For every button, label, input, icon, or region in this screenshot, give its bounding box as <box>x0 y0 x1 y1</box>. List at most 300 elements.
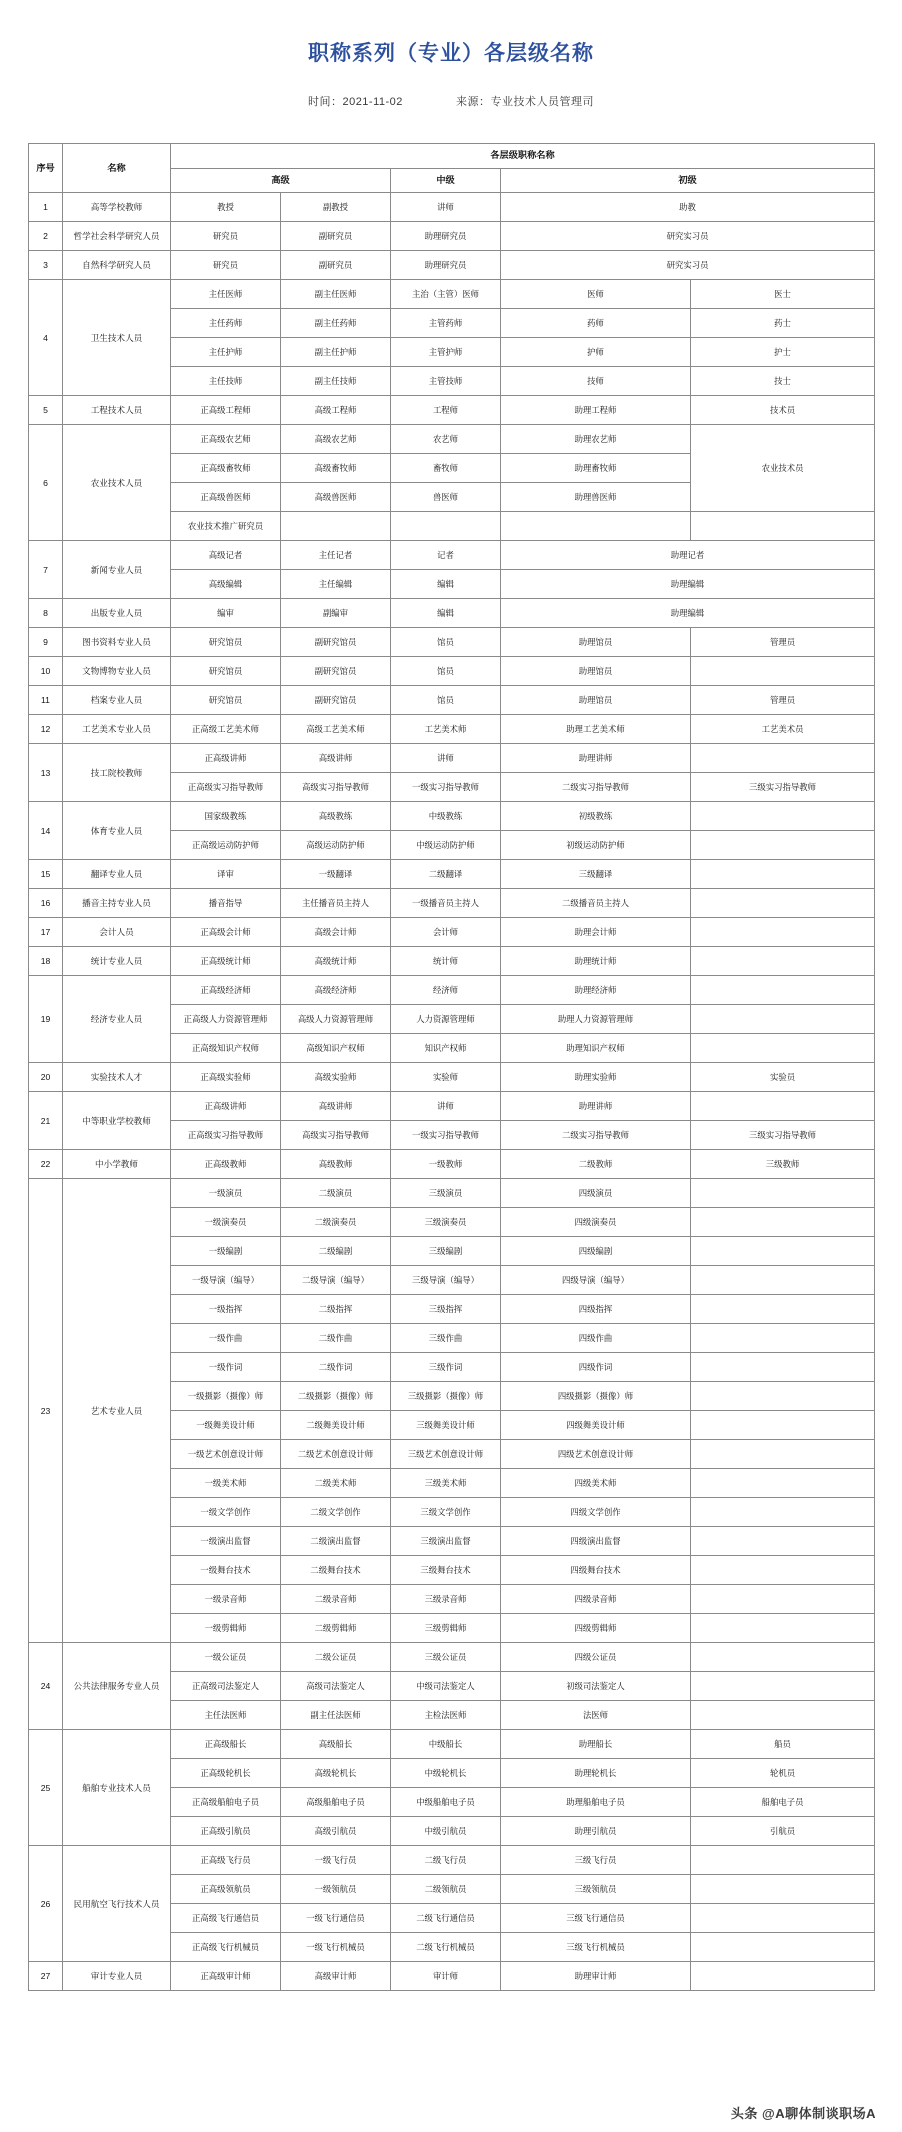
senior-b-cell: 主任播音员主持人 <box>281 889 391 918</box>
junior-a-cell: 初级运动防护师 <box>501 831 691 860</box>
senior-a-cell: 研究馆员 <box>171 628 281 657</box>
senior-b-cell: 二级编剧 <box>281 1237 391 1266</box>
senior-a-cell: 正高级实习指导教师 <box>171 1121 281 1150</box>
junior-b-cell <box>691 918 875 947</box>
senior-b-cell: 高级运动防护师 <box>281 831 391 860</box>
senior-b-cell: 高级统计师 <box>281 947 391 976</box>
table-row <box>29 918 875 947</box>
senior-b-cell: 高级司法鉴定人 <box>281 1672 391 1701</box>
senior-b-cell: 二级指挥 <box>281 1295 391 1324</box>
row-index-cell: 24 <box>29 1643 63 1730</box>
table-row <box>29 802 875 831</box>
senior-b-cell: 高级经济师 <box>281 976 391 1005</box>
senior-a-cell: 研究员 <box>171 251 281 280</box>
junior-b-cell <box>691 1643 875 1672</box>
middle-cell: 编辑 <box>391 599 501 628</box>
middle-cell: 经济师 <box>391 976 501 1005</box>
senior-a-cell: 正高级兽医师 <box>171 483 281 512</box>
watermark: 头条 @A聊体制谈职场A <box>730 2106 876 2122</box>
junior-b-cell <box>691 1208 875 1237</box>
junior-a-cell: 四级指挥 <box>501 1295 691 1324</box>
junior-a-cell: 三级飞行通信员 <box>501 1904 691 1933</box>
senior-a-cell: 播音指导 <box>171 889 281 918</box>
senior-b-cell: 二级作曲 <box>281 1324 391 1353</box>
middle-cell: 记者 <box>391 541 501 570</box>
series-name-cell: 工艺美术专业人员 <box>63 715 171 744</box>
junior-b-cell: 药士 <box>691 309 875 338</box>
junior-b-cell <box>691 1092 875 1121</box>
row-index-cell: 23 <box>29 1179 63 1643</box>
middle-cell: 中级船舶电子员 <box>391 1788 501 1817</box>
middle-cell: 三级作曲 <box>391 1324 501 1353</box>
junior-b-cell <box>691 1556 875 1585</box>
table-row <box>29 1063 875 1092</box>
junior-b-cell <box>691 1295 875 1324</box>
senior-b-cell: 二级艺术创意设计师 <box>281 1440 391 1469</box>
junior-b-cell: 护士 <box>691 338 875 367</box>
senior-b-cell: 副研究员 <box>281 222 391 251</box>
page-title: 职称系列（专业）各层级名称 <box>308 42 594 66</box>
junior-b-cell <box>691 1440 875 1469</box>
junior-b-cell <box>691 1266 875 1295</box>
middle-cell: 二级飞行员 <box>391 1846 501 1875</box>
senior-a-cell: 主任药师 <box>171 309 281 338</box>
junior-b-cell: 船舶电子员 <box>691 1788 875 1817</box>
middle-cell: 主检法医师 <box>391 1701 501 1730</box>
row-index-cell: 17 <box>29 918 63 947</box>
senior-b-cell: 高级实验师 <box>281 1063 391 1092</box>
senior-b-cell: 高级引航员 <box>281 1817 391 1846</box>
senior-b-cell: 主任编辑 <box>281 570 391 599</box>
series-name-cell: 公共法律服务专业人员 <box>63 1643 171 1730</box>
publish-source: 来源：专业技术人员管理司 <box>456 96 595 109</box>
middle-cell: 实验师 <box>391 1063 501 1092</box>
row-index-cell: 4 <box>29 280 63 396</box>
table-row <box>29 947 875 976</box>
senior-b-cell: 高级船舶电子员 <box>281 1788 391 1817</box>
col-header-name: 名称 <box>63 144 171 193</box>
junior-b-cell <box>691 1469 875 1498</box>
row-index-cell: 11 <box>29 686 63 715</box>
middle-cell: 主管药师 <box>391 309 501 338</box>
junior-b-cell: 船员 <box>691 1730 875 1759</box>
junior-a-cell: 初级司法鉴定人 <box>501 1672 691 1701</box>
document-page <box>0 14 902 2132</box>
middle-cell: 助理研究员 <box>391 222 501 251</box>
middle-cell: 中级引航员 <box>391 1817 501 1846</box>
senior-a-cell: 正高级引航员 <box>171 1817 281 1846</box>
senior-b-cell: 二级公证员 <box>281 1643 391 1672</box>
junior-b-cell <box>691 947 875 976</box>
senior-b-cell: 高级实习指导教师 <box>281 1121 391 1150</box>
series-name-cell: 体育专业人员 <box>63 802 171 860</box>
row-index-cell: 19 <box>29 976 63 1063</box>
middle-cell: 馆员 <box>391 686 501 715</box>
table-row <box>29 1179 875 1208</box>
row-index-cell: 22 <box>29 1150 63 1179</box>
senior-a-cell: 正高级领航员 <box>171 1875 281 1904</box>
junior-a-cell: 四级录音师 <box>501 1585 691 1614</box>
middle-cell: 畜牧师 <box>391 454 501 483</box>
middle-cell: 三级演出监督 <box>391 1527 501 1556</box>
junior-b-cell <box>691 976 875 1005</box>
senior-b-cell: 二级导演（编导） <box>281 1266 391 1295</box>
senior-a-cell: 正高级讲师 <box>171 1092 281 1121</box>
junior-b-cell: 管理员 <box>691 686 875 715</box>
senior-b-cell: 二级美术师 <box>281 1469 391 1498</box>
junior-b-cell <box>691 1237 875 1266</box>
table-row <box>29 976 875 1005</box>
senior-b-cell: 二级演奏员 <box>281 1208 391 1237</box>
series-name-cell: 中等职业学校教师 <box>63 1092 171 1150</box>
table-row <box>29 193 875 222</box>
series-name-cell: 农业技术人员 <box>63 425 171 541</box>
senior-a-cell: 正高级飞行员 <box>171 1846 281 1875</box>
senior-a-cell: 主任法医师 <box>171 1701 281 1730</box>
junior-a-cell: 法医师 <box>501 1701 691 1730</box>
junior-a-cell: 护师 <box>501 338 691 367</box>
senior-b-cell: 高级审计师 <box>281 1962 391 1991</box>
senior-a-cell: 研究员 <box>171 222 281 251</box>
table-row <box>29 657 875 686</box>
junior-b-cell <box>691 1962 875 1991</box>
middle-cell: 讲师 <box>391 193 501 222</box>
senior-a-cell: 正高级司法鉴定人 <box>171 1672 281 1701</box>
middle-cell: 中级运动防护师 <box>391 831 501 860</box>
junior-a-cell: 四级摄影（摄像）师 <box>501 1382 691 1411</box>
junior-a-cell: 二级实习指导教师 <box>501 1121 691 1150</box>
junior-b-cell <box>691 1034 875 1063</box>
middle-cell: 工程师 <box>391 396 501 425</box>
row-index-cell: 21 <box>29 1092 63 1150</box>
middle-cell: 审计师 <box>391 1962 501 1991</box>
junior-a-cell: 助理会计师 <box>501 918 691 947</box>
table-row <box>29 280 875 309</box>
middle-cell: 中级司法鉴定人 <box>391 1672 501 1701</box>
senior-b-cell: 副主任护师 <box>281 338 391 367</box>
senior-b-cell: 高级讲师 <box>281 1092 391 1121</box>
row-index-cell: 6 <box>29 425 63 541</box>
junior-a-cell: 助理工艺美术师 <box>501 715 691 744</box>
senior-a-cell: 正高级人力资源管理师 <box>171 1005 281 1034</box>
series-name-cell: 档案专业人员 <box>63 686 171 715</box>
middle-cell: 三级作词 <box>391 1353 501 1382</box>
senior-a-cell: 一级指挥 <box>171 1295 281 1324</box>
middle-cell: 二级领航员 <box>391 1875 501 1904</box>
table-row <box>29 1730 875 1759</box>
senior-b-cell: 高级船长 <box>281 1730 391 1759</box>
series-name-cell: 文物博物专业人员 <box>63 657 171 686</box>
junior-a-cell: 四级艺术创意设计师 <box>501 1440 691 1469</box>
junior-a-cell: 助理经济师 <box>501 976 691 1005</box>
table-row <box>29 686 875 715</box>
senior-a-cell: 国家级教练 <box>171 802 281 831</box>
junior-a-cell: 初级教练 <box>501 802 691 831</box>
senior-a-cell: 一级演员 <box>171 1179 281 1208</box>
junior-a-cell: 四级演奏员 <box>501 1208 691 1237</box>
senior-a-cell: 主任医师 <box>171 280 281 309</box>
senior-a-cell: 一级文学创作 <box>171 1498 281 1527</box>
middle-cell: 农艺师 <box>391 425 501 454</box>
senior-b-cell: 二级摄影（摄像）师 <box>281 1382 391 1411</box>
junior-a-cell: 二级播音员主持人 <box>501 889 691 918</box>
junior-a-cell: 助理统计师 <box>501 947 691 976</box>
row-index-cell: 7 <box>29 541 63 599</box>
middle-cell: 三级美术师 <box>391 1469 501 1498</box>
table-row <box>29 1643 875 1672</box>
middle-cell: 一级教师 <box>391 1150 501 1179</box>
junior-a-cell: 技师 <box>501 367 691 396</box>
senior-a-cell: 正高级飞行通信员 <box>171 1904 281 1933</box>
col-header-group: 各层级职称名称 <box>171 144 875 169</box>
senior-b-cell: 主任记者 <box>281 541 391 570</box>
junior-b-cell <box>691 1672 875 1701</box>
title-levels-table <box>28 143 875 1991</box>
senior-b-cell: 副教授 <box>281 193 391 222</box>
junior-b-cell <box>691 1933 875 1962</box>
junior-a-cell: 助理兽医师 <box>501 483 691 512</box>
senior-a-cell: 正高级审计师 <box>171 1962 281 1991</box>
junior-a-cell: 助理引航员 <box>501 1817 691 1846</box>
table-row <box>29 425 875 454</box>
col-header-junior: 初级 <box>501 168 875 193</box>
junior-b-cell <box>691 889 875 918</box>
middle-cell: 统计师 <box>391 947 501 976</box>
series-name-cell: 自然科学研究人员 <box>63 251 171 280</box>
middle-cell: 馆员 <box>391 657 501 686</box>
row-index-cell: 13 <box>29 744 63 802</box>
junior-b-cell: 三级实习指导教师 <box>691 1121 875 1150</box>
middle-cell: 兽医师 <box>391 483 501 512</box>
middle-cell: 主管护师 <box>391 338 501 367</box>
senior-a-cell: 一级公证员 <box>171 1643 281 1672</box>
senior-b-cell: 高级兽医师 <box>281 483 391 512</box>
table-row <box>29 1846 875 1875</box>
table-body <box>29 193 875 1991</box>
senior-a-cell: 一级作词 <box>171 1353 281 1382</box>
senior-a-cell: 一级编剧 <box>171 1237 281 1266</box>
senior-a-cell: 高级编辑 <box>171 570 281 599</box>
middle-cell: 人力资源管理师 <box>391 1005 501 1034</box>
junior-a-cell: 四级文学创作 <box>501 1498 691 1527</box>
senior-b-cell: 一级飞行机械员 <box>281 1933 391 1962</box>
junior-a-cell: 助理轮机长 <box>501 1759 691 1788</box>
junior-b-cell <box>691 860 875 889</box>
publish-time: 时间：2021-11-02 <box>307 96 403 109</box>
senior-b-cell: 高级工艺美术师 <box>281 715 391 744</box>
junior-b-cell: 引航员 <box>691 1817 875 1846</box>
middle-cell: 三级舞台技术 <box>391 1556 501 1585</box>
col-header-middle: 中级 <box>391 168 501 193</box>
middle-cell: 三级导演（编导） <box>391 1266 501 1295</box>
table-header-row-1 <box>29 144 875 169</box>
middle-cell: 三级舞美设计师 <box>391 1411 501 1440</box>
senior-b-cell: 一级领航员 <box>281 1875 391 1904</box>
junior-a-cell: 四级编剧 <box>501 1237 691 1266</box>
junior-a-cell: 四级作词 <box>501 1353 691 1382</box>
middle-cell: 三级公证员 <box>391 1643 501 1672</box>
row-index-cell: 20 <box>29 1063 63 1092</box>
middle-cell: 编辑 <box>391 570 501 599</box>
document-meta <box>0 81 902 109</box>
junior-b-cell <box>691 1904 875 1933</box>
row-index-cell: 27 <box>29 1962 63 1991</box>
col-header-senior: 高级 <box>171 168 391 193</box>
senior-a-cell: 主任技师 <box>171 367 281 396</box>
senior-a-cell: 一级演出监督 <box>171 1527 281 1556</box>
middle-cell: 三级编剧 <box>391 1237 501 1266</box>
series-name-cell: 统计专业人员 <box>63 947 171 976</box>
junior-a-cell: 助理知识产权师 <box>501 1034 691 1063</box>
junior-b-cell <box>691 1382 875 1411</box>
junior-b-cell: 三级教师 <box>691 1150 875 1179</box>
series-name-cell: 中小学教师 <box>63 1150 171 1179</box>
junior-b-cell <box>691 1353 875 1382</box>
junior-b-cell <box>691 1411 875 1440</box>
senior-b-cell: 二级舞台技术 <box>281 1556 391 1585</box>
junior-a-cell: 三级领航员 <box>501 1875 691 1904</box>
senior-b-cell: 高级工程师 <box>281 396 391 425</box>
senior-a-cell: 正高级教师 <box>171 1150 281 1179</box>
senior-a-cell: 农业技术推广研究员 <box>171 512 281 541</box>
middle-cell: 三级文学创作 <box>391 1498 501 1527</box>
senior-b-cell: 二级演出监督 <box>281 1527 391 1556</box>
middle-cell: 主治（主管）医师 <box>391 280 501 309</box>
senior-a-cell: 教授 <box>171 193 281 222</box>
senior-a-cell: 正高级统计师 <box>171 947 281 976</box>
senior-b-cell: 高级讲师 <box>281 744 391 773</box>
middle-cell: 馆员 <box>391 628 501 657</box>
senior-a-cell: 一级演奏员 <box>171 1208 281 1237</box>
junior-a-cell: 二级教师 <box>501 1150 691 1179</box>
senior-a-cell: 一级舞台技术 <box>171 1556 281 1585</box>
senior-a-cell: 正高级飞行机械员 <box>171 1933 281 1962</box>
middle-cell: 工艺美术师 <box>391 715 501 744</box>
senior-a-cell: 正高级农艺师 <box>171 425 281 454</box>
junior-a-cell: 二级实习指导教师 <box>501 773 691 802</box>
senior-b-cell: 副主任药师 <box>281 309 391 338</box>
junior-cell: 助理记者 <box>501 541 875 570</box>
row-index-cell: 2 <box>29 222 63 251</box>
junior-a-cell: 药师 <box>501 309 691 338</box>
series-name-cell: 播音主持专业人员 <box>63 889 171 918</box>
row-index-cell: 25 <box>29 1730 63 1846</box>
senior-a-cell: 主任护师 <box>171 338 281 367</box>
middle-cell: 中级教练 <box>391 802 501 831</box>
junior-b-cell <box>691 1875 875 1904</box>
senior-b-cell: 副主任医师 <box>281 280 391 309</box>
senior-a-cell: 正高级轮机长 <box>171 1759 281 1788</box>
row-index-cell: 1 <box>29 193 63 222</box>
junior-b-cell: 轮机员 <box>691 1759 875 1788</box>
table-row <box>29 744 875 773</box>
row-index-cell: 3 <box>29 251 63 280</box>
series-name-cell: 会计人员 <box>63 918 171 947</box>
junior-a-cell: 四级剪辑师 <box>501 1614 691 1643</box>
junior-a-cell: 四级舞台技术 <box>501 1556 691 1585</box>
junior-b-cell <box>691 512 875 541</box>
senior-a-cell: 一级艺术创意设计师 <box>171 1440 281 1469</box>
senior-a-cell: 译审 <box>171 860 281 889</box>
junior-a-cell: 四级演员 <box>501 1179 691 1208</box>
series-name-cell: 审计专业人员 <box>63 1962 171 1991</box>
junior-a-cell: 医师 <box>501 280 691 309</box>
junior-b-cell: 医士 <box>691 280 875 309</box>
senior-b-cell: 副研究馆员 <box>281 686 391 715</box>
junior-b-cell: 农业技术员 <box>691 425 875 512</box>
series-name-cell: 高等学校教师 <box>63 193 171 222</box>
junior-a-cell: 四级美术师 <box>501 1469 691 1498</box>
senior-b-cell: 二级文学创作 <box>281 1498 391 1527</box>
table-row <box>29 628 875 657</box>
senior-b-cell <box>281 512 391 541</box>
senior-a-cell: 正高级运动防护师 <box>171 831 281 860</box>
series-name-cell: 图书资料专业人员 <box>63 628 171 657</box>
junior-b-cell <box>691 657 875 686</box>
senior-b-cell: 高级会计师 <box>281 918 391 947</box>
table-row <box>29 1150 875 1179</box>
middle-cell: 中级船长 <box>391 1730 501 1759</box>
series-name-cell: 船舶专业技术人员 <box>63 1730 171 1846</box>
table-row <box>29 541 875 570</box>
junior-cell: 研究实习员 <box>501 251 875 280</box>
series-name-cell: 艺术专业人员 <box>63 1179 171 1643</box>
series-name-cell: 工程技术人员 <box>63 396 171 425</box>
junior-a-cell: 助理审计师 <box>501 1962 691 1991</box>
junior-a-cell: 助理人力资源管理师 <box>501 1005 691 1034</box>
senior-b-cell: 高级实习指导教师 <box>281 773 391 802</box>
senior-b-cell: 高级畜牧师 <box>281 454 391 483</box>
junior-a-cell: 三级飞行员 <box>501 1846 691 1875</box>
junior-a-cell: 助理畜牧师 <box>501 454 691 483</box>
series-name-cell: 实验技术人才 <box>63 1063 171 1092</box>
junior-b-cell: 技士 <box>691 367 875 396</box>
senior-a-cell: 正高级经济师 <box>171 976 281 1005</box>
senior-a-cell: 一级作曲 <box>171 1324 281 1353</box>
table-row <box>29 251 875 280</box>
junior-b-cell: 实验员 <box>691 1063 875 1092</box>
row-index-cell: 18 <box>29 947 63 976</box>
middle-cell: 三级艺术创意设计师 <box>391 1440 501 1469</box>
middle-cell: 三级剪辑师 <box>391 1614 501 1643</box>
junior-cell: 助教 <box>501 193 875 222</box>
senior-b-cell: 高级农艺师 <box>281 425 391 454</box>
junior-b-cell <box>691 744 875 773</box>
series-name-cell: 出版专业人员 <box>63 599 171 628</box>
senior-a-cell: 正高级实验师 <box>171 1063 281 1092</box>
junior-cell: 研究实习员 <box>501 222 875 251</box>
table-row <box>29 889 875 918</box>
row-index-cell: 10 <box>29 657 63 686</box>
middle-cell: 讲师 <box>391 744 501 773</box>
middle-cell: 一级播音员主持人 <box>391 889 501 918</box>
junior-a-cell: 助理馆员 <box>501 657 691 686</box>
junior-a-cell: 助理实验师 <box>501 1063 691 1092</box>
junior-a-cell: 四级导演（编导） <box>501 1266 691 1295</box>
junior-a-cell <box>501 512 691 541</box>
junior-a-cell: 三级翻译 <box>501 860 691 889</box>
middle-cell: 主管技师 <box>391 367 501 396</box>
junior-b-cell <box>691 1179 875 1208</box>
col-header-no: 序号 <box>29 144 63 193</box>
senior-b-cell: 一级翻译 <box>281 860 391 889</box>
junior-a-cell: 助理讲师 <box>501 744 691 773</box>
series-name-cell: 卫生技术人员 <box>63 280 171 396</box>
junior-b-cell <box>691 1527 875 1556</box>
senior-a-cell: 一级摄影（摄像）师 <box>171 1382 281 1411</box>
junior-a-cell: 四级公证员 <box>501 1643 691 1672</box>
senior-a-cell: 正高级讲师 <box>171 744 281 773</box>
